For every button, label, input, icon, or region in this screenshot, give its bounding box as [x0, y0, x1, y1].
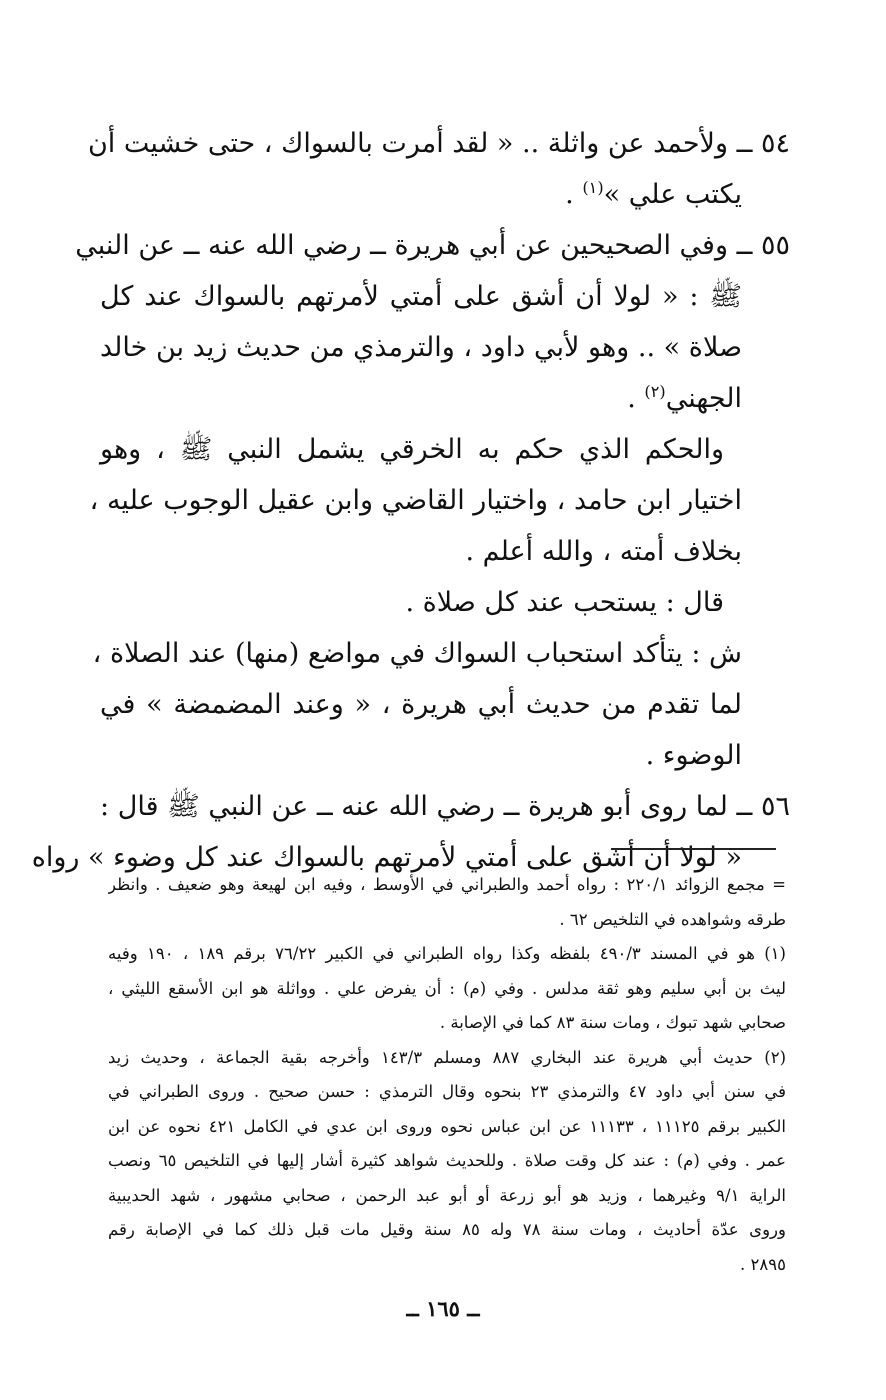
footnote-line: ٢٨٩٥ .: [740, 1254, 786, 1274]
footnote-marker: (١): [582, 178, 604, 197]
footnote-line: (٢) حديث أبي هريرة عند البخاري ٨٨٧ ومسلم ١٤٣/٣ وأخرجه بقية الجماعة ، وحديث زيد: [108, 1047, 786, 1067]
text-line: [100, 679, 790, 730]
line-text: ٥٤ ــ ولأحمد عن واثلة .. « لقد أمرت بالسواك ، حتى خشيت أن: [87, 128, 790, 159]
line-text: والحكم الذي حكم به الخرقي يشمل النبي ﷺ ، وهو: [100, 434, 724, 465]
text-line: [100, 526, 790, 577]
footnote-line: وروى عدّة أحاديث ، ومات سنة ٧٨ وله ٨٥ سنة وقيل مات قبل ذلك كما في الإصابة رقم: [108, 1220, 786, 1239]
text-line: [100, 424, 790, 475]
main-text: [31, 118, 790, 883]
page-number: ــ ١٦٥ ــ: [406, 1296, 480, 1321]
footnote-line: ليث بن أبي سليم وهو ثقة مدلس . وفي (م) : أن يفرض علي . وواثلة هو ابن الأسقع الليثي ،: [108, 978, 786, 998]
footnotes: [108, 868, 786, 1282]
line-text: « لولا أن أشق على أمتي لأمرتهم بالسواك عند كل وضوء » رواه: [31, 842, 742, 873]
footnote-line: عمر . وفي (م) : عند كل وقت صلاة . وللحديث شواهد كثيرة أشار إليها في التلخيص ٦٥ ونصب: [108, 1151, 786, 1170]
line-text: ٥٥ ــ وفي الصحيحين عن أبي هريرة ــ رضي الله عنه ــ عن النبي: [75, 230, 790, 261]
text-line: [92, 628, 790, 679]
footnote-line: = مجمع الزوائد ٢٢٠/١ : رواه أحمد والطبراني في الأوسط ، وفيه ابن لهيعة وهو ضعيف . وانظر: [108, 875, 786, 894]
footnote-line: الكبير برقم ١١١٢٥ ، ١١١٣٣ عن ابن عباس نحوه وروى ابن عدي في الكامل ٤٢١ نحوه عن ابن: [108, 1116, 786, 1136]
text-line: [100, 781, 790, 832]
line-text: الجهني: [665, 383, 742, 414]
footnote-line: طرقه وشواهده في التلخيص ٦٢ .: [559, 909, 786, 929]
text-line: [100, 322, 790, 373]
text-line: [89, 475, 790, 526]
text-line: [75, 220, 790, 271]
line-text: الوضوء .: [645, 740, 742, 771]
footnote-separator: [611, 848, 776, 850]
text-line: [100, 373, 790, 424]
line-tail: .: [565, 179, 583, 210]
text-line: [100, 730, 790, 781]
text-line: [87, 118, 790, 169]
line-text: يكتب علي »: [603, 179, 742, 210]
line-text: صلاة » .. وهو لأبي داود ، والترمذي من حديث زيد بن خالد: [100, 332, 742, 363]
footnote-marker: (٢): [644, 382, 666, 401]
line-text: اختيار ابن حامد ، واختيار القاضي وابن عقيل الوجوب عليه ،: [89, 485, 742, 516]
footnote-line: صحابي شهد تبوك ، ومات سنة ٨٣ كما في الإصابة .: [439, 1013, 786, 1032]
text-line: [100, 577, 790, 628]
line-text: لما تقدم من حديث أبي هريرة ، « وعند المضمضة » في: [100, 689, 742, 720]
line-text: قال : يستحب عند كل صلاة .: [405, 587, 724, 618]
footnote-line: الراية ٩/١ وغيرهما ، وزيد هو أبو زرعة أو أبو عبد الرحمن ، صحابي مشهور ، شهد الحديبية: [108, 1185, 786, 1205]
text-line: [100, 271, 790, 322]
footnote-line: في سنن أبي داود ٤٧ والترمذي ٢٣ بنحوه وقال الترمذي : حسن صحيح . وروى الطبراني في: [108, 1082, 786, 1101]
line-text: ش : يتأكد استحباب السواك في مواضع (منها) عند الصلاة ،: [92, 638, 742, 669]
line-text: ٥٦ ــ لما روى أبو هريرة ــ رضي الله عنه ــ عن النبي ﷺ قال :: [100, 791, 790, 822]
line-text: بخلاف أمته ، والله أعلم .: [465, 536, 742, 567]
line-text: ﷺ : « لولا أن أشق على أمتي لأمرتهم بالسواك عند كل: [100, 281, 742, 312]
text-line: [100, 169, 790, 220]
footnote-line: (١) هو في المسند ٤٩٠/٣ بلفظه وكذا رواه الطبراني في الكبير ٧٦/٢٢ برقم ١٨٩ ، ١٩٠ وفيه: [108, 944, 786, 963]
line-tail: .: [627, 383, 645, 414]
